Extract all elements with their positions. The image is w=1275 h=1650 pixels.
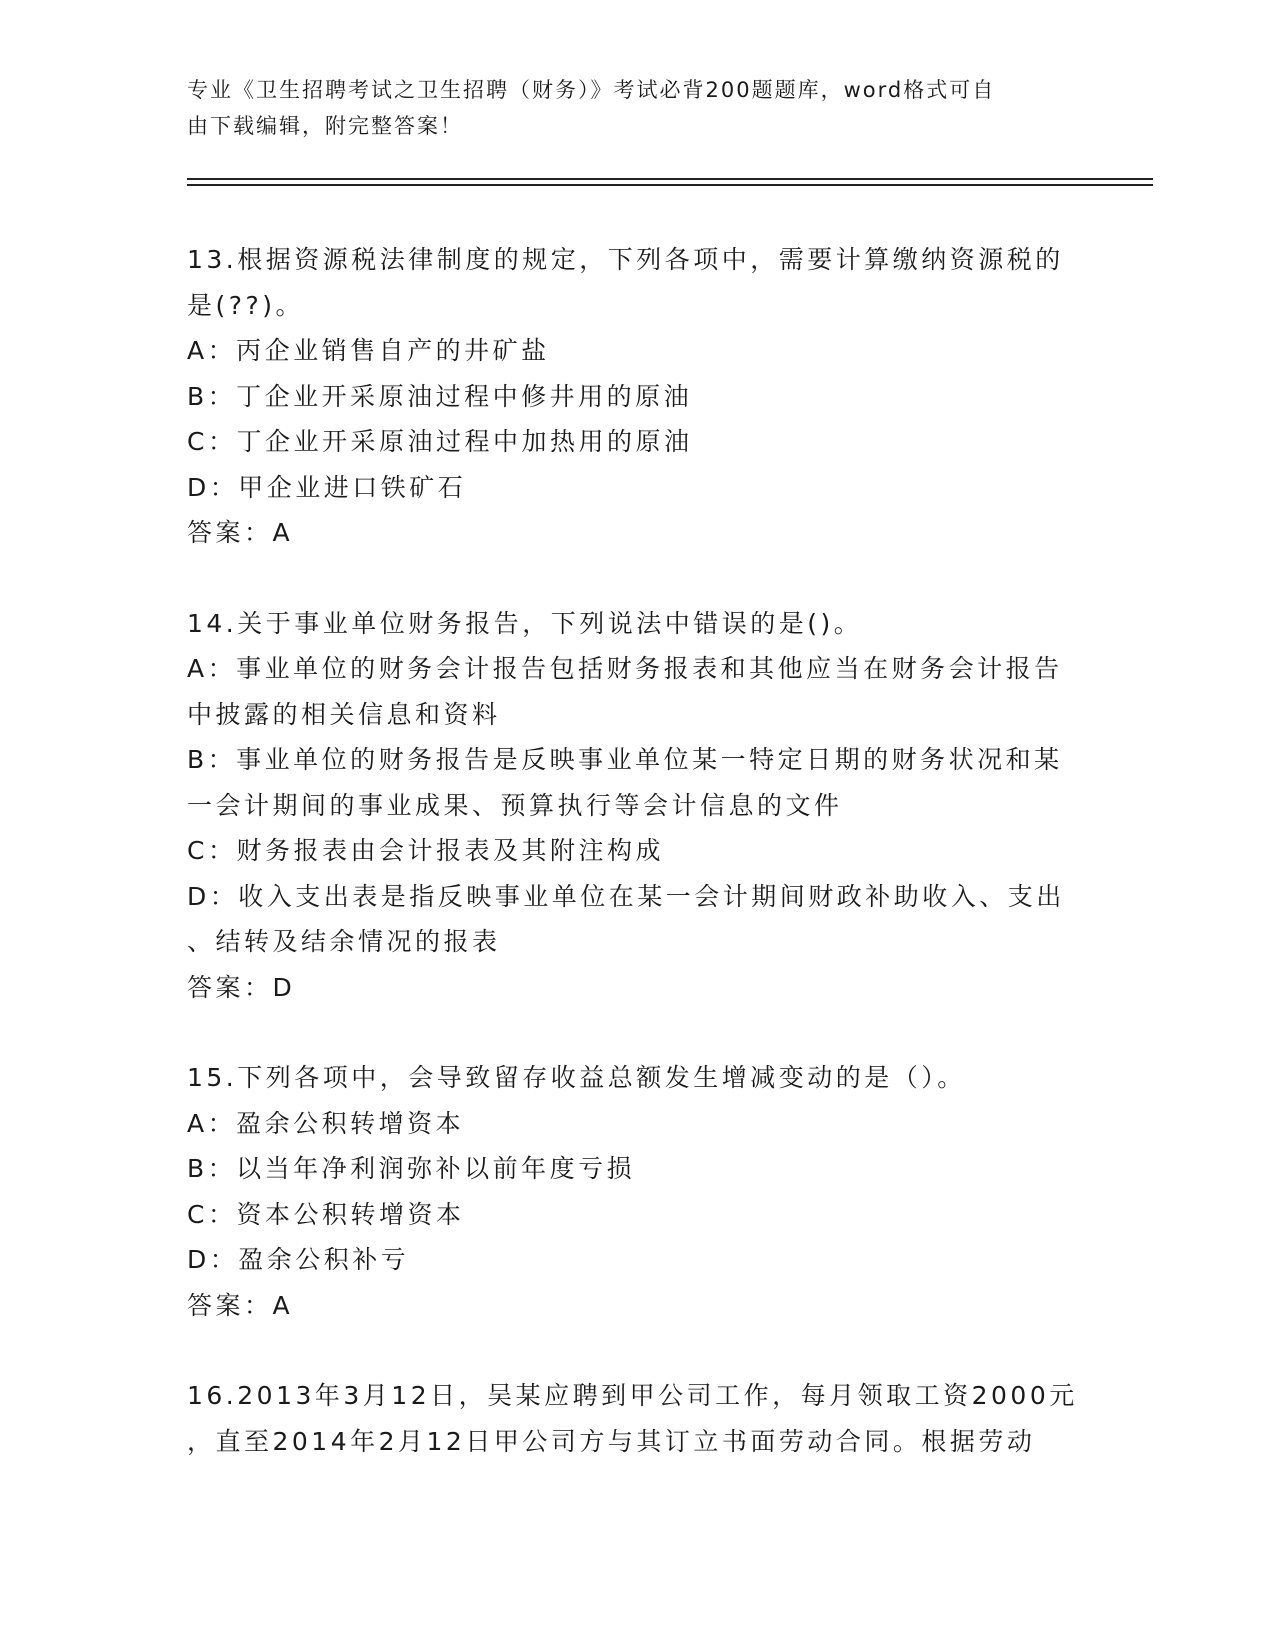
option-b: 一会计期间的事业成果、预算执行等会计信息的文件 — [187, 790, 843, 820]
answer: 答案：D — [187, 972, 296, 1002]
question-15 — [187, 1055, 1087, 1328]
document-header — [187, 72, 1067, 144]
header-divider — [187, 184, 1153, 186]
answer: 答案：A — [187, 1290, 294, 1320]
question-stem: 13.根据资源税法律制度的规定，下列各项中，需要计算缴纳资源税的 — [187, 245, 1064, 274]
question-stem: ，直至2014年2月12日甲公司方与其订立书面劳动合同。根据劳动 — [187, 1426, 1036, 1456]
option-c: C：资本公积转增资本 — [187, 1199, 465, 1229]
question-16 — [187, 1373, 1087, 1464]
option-d: 、结转及结余情况的报表 — [187, 927, 501, 956]
option-d: D：甲企业进口铁矿石 — [187, 472, 467, 502]
question-stem: 15.下列各项中，会导致留存收益总额发生增减变动的是（）。 — [187, 1063, 966, 1092]
option-b: B：以当年净利润弥补以前年度亏损 — [187, 1154, 636, 1183]
question-14 — [187, 601, 1087, 1011]
option-a: A：事业单位的财务会计报告包括财务报表和其他应当在财务会计报告 — [187, 654, 1063, 683]
option-b: B：丁企业开采原油过程中修井用的原油 — [187, 381, 693, 411]
question-13 — [187, 237, 1087, 556]
option-d: D：收入支出表是指反映事业单位在某一会计期间财政补助收入、支出 — [187, 881, 1065, 911]
answer: 答案：A — [187, 518, 294, 547]
option-c: C：丁企业开采原油过程中加热用的原油 — [187, 427, 693, 456]
option-b: B：事业单位的财务报告是反映事业单位某一特定日期的财务状况和某 — [187, 745, 1063, 774]
question-stem: 14.关于事业单位财务报告，下列说法中错误的是()。 — [187, 608, 863, 638]
option-a: A：丙企业销售自产的井矿盐 — [187, 336, 550, 365]
question-stem: 16.2013年3月12日，吴某应聘到甲公司工作，每月领取工资2000元 — [187, 1381, 1078, 1410]
option-d: D：盈余公积补亏 — [187, 1245, 410, 1274]
question-stem: 是(??)。 — [187, 290, 305, 320]
option-a: A：盈余公积转增资本 — [187, 1108, 465, 1138]
option-a: 中披露的相关信息和资料 — [187, 699, 501, 729]
option-c: C：财务报表由会计报表及其附注构成 — [187, 836, 664, 865]
header-line: 由下载编辑，附完整答案！ — [187, 114, 463, 138]
header-divider — [187, 178, 1153, 180]
question-list — [187, 237, 1087, 1464]
header-line: 专业《卫生招聘考试之卫生招聘（财务）》考试必背200题题库，word格式可自 — [187, 78, 996, 102]
